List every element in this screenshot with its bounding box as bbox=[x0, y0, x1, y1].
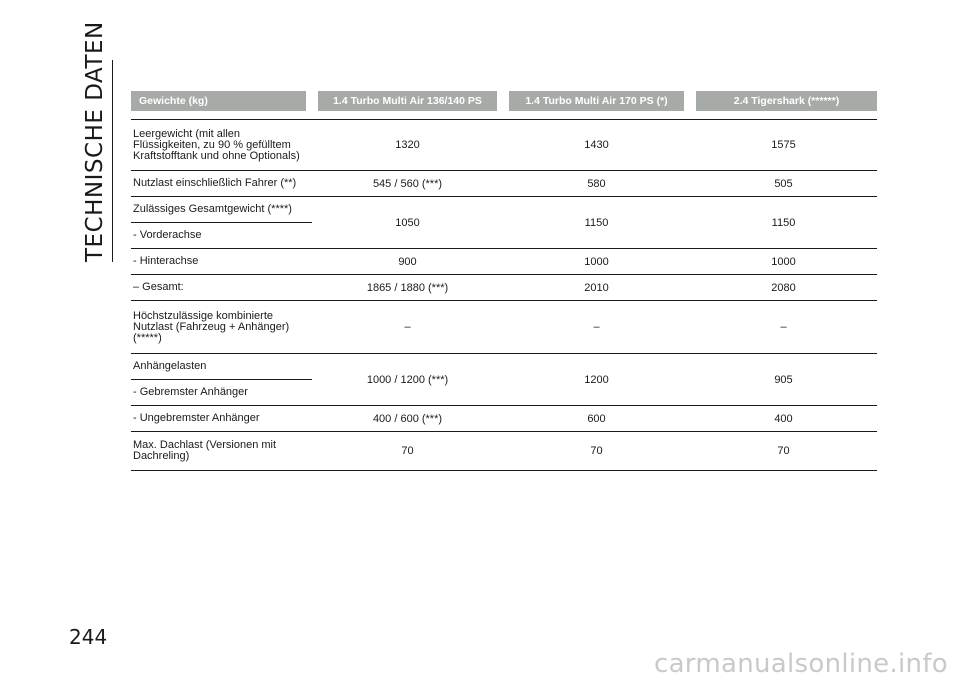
cell-value: 905 bbox=[690, 354, 877, 406]
cell-value: 1000 bbox=[690, 249, 877, 275]
cell-value: 1575 bbox=[690, 120, 877, 171]
cell-value: 400 / 600 (***) bbox=[312, 406, 503, 432]
page-number: 244 bbox=[69, 625, 108, 649]
cell-value: – bbox=[312, 301, 503, 354]
cell-value: 70 bbox=[312, 432, 503, 471]
table-row-hinterachse bbox=[131, 249, 877, 275]
cell-value: 1430 bbox=[503, 120, 690, 171]
row-label: - Ungebremster Anhänger bbox=[131, 406, 312, 432]
row-label: Zulässiges Gesamtgewicht (****) bbox=[131, 197, 312, 223]
cell-value: 1200 bbox=[503, 354, 690, 406]
cell-value: 70 bbox=[503, 432, 690, 471]
row-label: - Vorderachse bbox=[131, 223, 312, 249]
header-engine-170: 1.4 Turbo Multi Air 170 PS (*) bbox=[503, 91, 690, 111]
header-weights: Gewichte (kg) bbox=[131, 91, 312, 111]
cell-value: 1050 bbox=[312, 197, 503, 249]
side-divider bbox=[112, 60, 113, 262]
table-header-row bbox=[131, 91, 877, 111]
row-label: – Gesamt: bbox=[131, 275, 312, 301]
cell-value: 580 bbox=[503, 171, 690, 197]
row-label: Höchstzulässige kombinierte Nutzlast (Fahrzeug + Anhänger) (*****) bbox=[131, 301, 312, 354]
table-row-gesamt bbox=[131, 275, 877, 301]
cell-value: 70 bbox=[690, 432, 877, 471]
row-label: Leergewicht (mit allen Flüssigkeiten, zu 90 % gefülltem Kraftstofftank und ohne Optionals) bbox=[131, 120, 312, 171]
watermark-text: carmanualsonline.info bbox=[653, 649, 948, 679]
row-label: Anhängelasten bbox=[131, 354, 312, 380]
row-label: Max. Dachlast (Versionen mit Dachreling) bbox=[131, 432, 312, 471]
cell-value: 1150 bbox=[690, 197, 877, 249]
cell-value: 400 bbox=[690, 406, 877, 432]
cell-value: – bbox=[503, 301, 690, 354]
cell-value: 1000 / 1200 (***) bbox=[312, 354, 503, 406]
row-label: Nutzlast einschließlich Fahrer (**) bbox=[131, 171, 312, 197]
cell-value: 545 / 560 (***) bbox=[312, 171, 503, 197]
cell-value: 1865 / 1880 (***) bbox=[312, 275, 503, 301]
cell-value: 2010 bbox=[503, 275, 690, 301]
cell-value: 600 bbox=[503, 406, 690, 432]
table-row-dachlast bbox=[131, 432, 877, 471]
row-label: - Gebremster Anhänger bbox=[131, 380, 312, 406]
table-row-nutzlast bbox=[131, 171, 877, 197]
cell-value: 505 bbox=[690, 171, 877, 197]
table-row-anhaengelasten bbox=[131, 354, 877, 380]
cell-value: 2080 bbox=[690, 275, 877, 301]
weights-table bbox=[131, 91, 877, 471]
cell-value: 900 bbox=[312, 249, 503, 275]
table-row-kombiniert bbox=[131, 301, 877, 354]
table-row-ungebremst bbox=[131, 406, 877, 432]
header-engine-136-140: 1.4 Turbo Multi Air 136/140 PS bbox=[312, 91, 503, 111]
table-row-zulaessig bbox=[131, 197, 877, 223]
cell-value: 1320 bbox=[312, 120, 503, 171]
header-tigershark: 2.4 Tigershark (******) bbox=[690, 91, 877, 111]
side-section-title: TECHNISCHE DATEN bbox=[82, 21, 108, 262]
table-row-leergewicht bbox=[131, 120, 877, 171]
cell-value: 1000 bbox=[503, 249, 690, 275]
cell-value: 1150 bbox=[503, 197, 690, 249]
row-label: - Hinterachse bbox=[131, 249, 312, 275]
cell-value: – bbox=[690, 301, 877, 354]
